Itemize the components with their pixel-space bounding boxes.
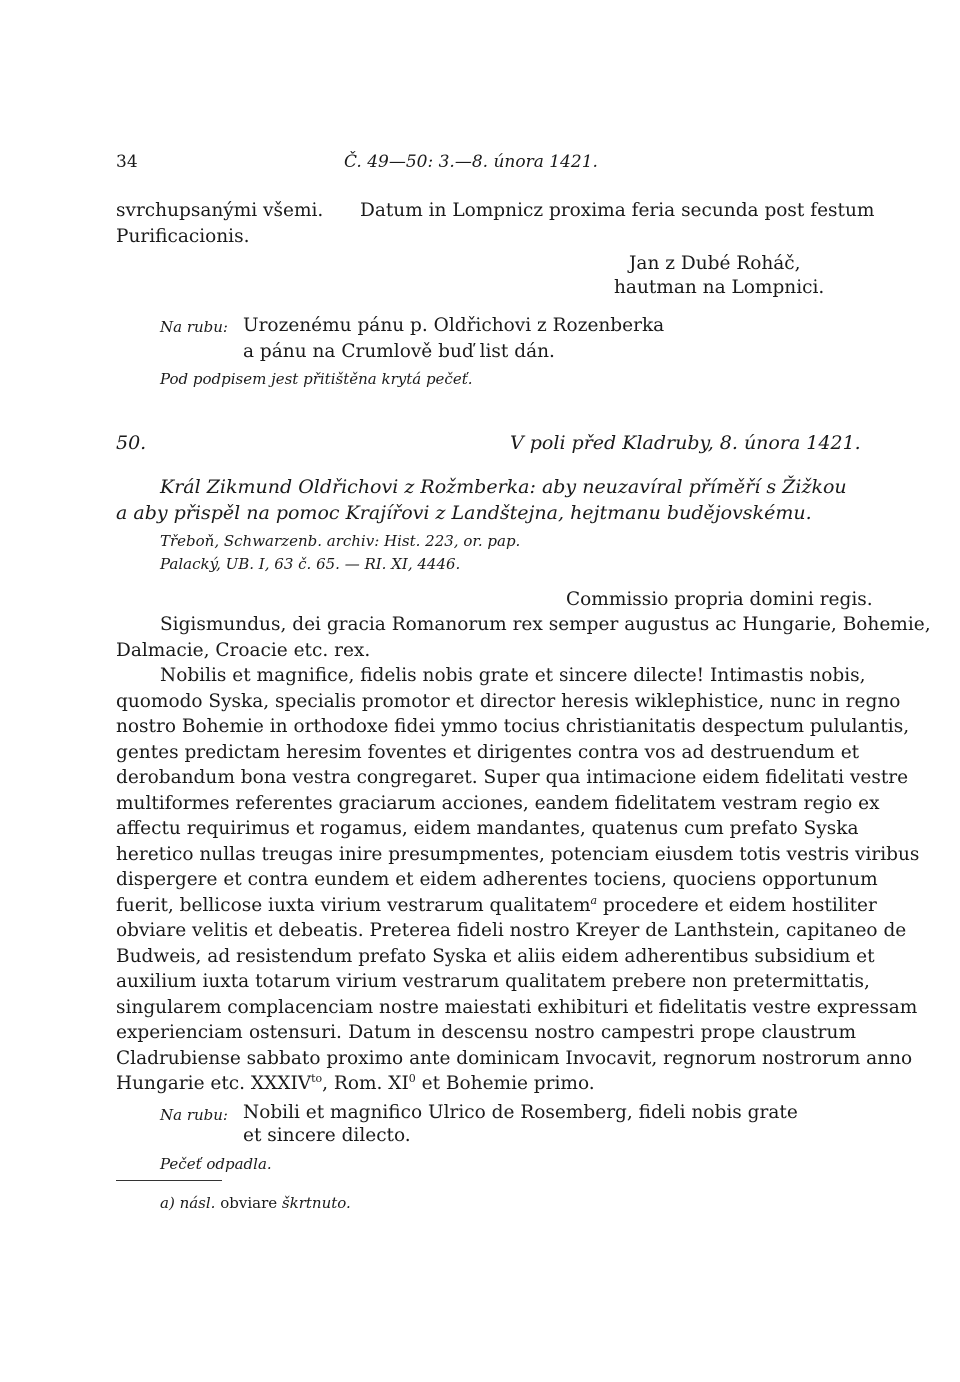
prev-doc-line2: Purificacionis. [116,226,250,247]
regest-line2: a aby přispěl na pomoc Krajířovi z Landštejna, hejtmanu budějovskému. [116,502,812,524]
text-line: obviare velitis et debeatis. Preterea fideli nostro Kreyer de Lanthstein, capitaneo de [116,920,907,941]
prev-doc-line1-right: Datum in Lompnicz proxima feria secunda post festum [360,200,875,221]
text-line: heretico nullas treugas inire presumpmentes, potenciam eiusdem totis vestris viribus [116,843,920,865]
text-line: experienciam ostensuri. Datum in descensu nostro campestri prope claustrum [116,1022,856,1043]
footnote-end: škrtnuto. [281,1194,351,1212]
text-line: singularem complacenciam nostre maiestati exhibituri et fidelitatis vestre expressam [116,996,918,1018]
address-line1: Nobili et magnifico Ulrico de Rosemberg, fideli nobis grate [243,1102,798,1123]
seal-note: Pod podpisem jest přitištěna krytá pečeť. [160,370,473,388]
text-line [116,893,877,919]
text-segment: Hungarie etc. XXXIV [116,1073,312,1094]
text-line: Dalmacie, Croacie etc. rex. [116,639,371,661]
source-line1: Třeboň, Schwarzenb. archiv: Hist. 223, or. pap. [160,532,521,550]
text-line: multiformes referentes graciarum acciones, eandem fidelitatem vestram regio ex [116,792,880,814]
footnote [160,1194,351,1212]
text-line: Sigismundus, dei gracia Romanorum rex semper augustus ac Hungarie, Bohemie, [160,614,931,635]
address-label: Na rubu: [160,1106,228,1124]
prev-doc-line1-left: svrchupsanými všemi. [116,200,324,221]
place-date: V poli před Kladruby, 8. února 1421. [510,432,861,454]
text-line: Nobilis et magnifice, fidelis nobis grate et sincere dilecte! Intimastis nobis, [160,665,866,686]
text-line [116,1071,856,1097]
document-body [116,612,931,1097]
address-line2: a pánu na Crumlově buď list dán. [243,341,555,362]
signature-line2: hautman na Lompnici. [614,277,825,298]
page-number: 34 [116,152,138,172]
footnote-abbrev: násl. [179,1194,216,1212]
address-line2: et sincere dilecto. [243,1125,411,1146]
text-line: gentes predictam heresim foventes et dirigentes contra vos ad destruendum et [116,741,860,763]
superscript: to [311,1071,323,1085]
superscript: 0 [408,1071,416,1085]
text-line: quomodo Syska, specialis promotor et director heresis wiklephistice, nunc in regno [116,690,901,712]
footnote-label: a) [160,1194,175,1212]
running-head: Č. 49—50: 3.—8. února 1421. [344,152,598,172]
footnote-marker: a [590,893,598,907]
address-line1: Urozenému pánu p. Oldřichovi z Rozenberka [243,315,665,336]
regest-line1: Král Zikmund Oldřichovi z Rožmberka: aby neuzavíral příměří s Žižkou [160,476,847,498]
address-label: Na rubu: [160,318,228,336]
signature-line1: Jan z Dubé Roháč, [629,253,801,274]
text-segment: , Rom. XI [322,1073,409,1094]
source-line2: Palacký, UB. I, 63 č. 65. — RI. XI, 4446. [160,555,461,573]
text-line: Cladrubiense sabbato proximo ante dominicam Invocavit, regnorum nostrorum anno [116,1047,913,1069]
text-line: dispergere et contra eundem et eidem adherentes tociens, quociens opportunum [116,869,878,890]
text-line: derobandum bona vestra congregaret. Super qua intimacione eidem fidelitati vestre [116,767,909,788]
text-segment: procedere et eidem hostiliter [597,894,877,916]
document-number: 50. [116,432,147,454]
commissio: Commissio propria domini regis. [566,589,873,610]
text-line: nostro Bohemie in orthodoxe fidei ymmo tocius christianitatis despectum pululantis, [116,716,910,737]
footnote-separator [116,1180,222,1181]
text-segment: fuerit, bellicose iuxta virium vestrarum qualitatem [116,894,591,916]
text-line: auxilium iuxta totarum virium vestrarum qualitatem prebere non pretermittatis, [116,971,870,992]
text-line: Budweis, ad resistendum prefato Syska et aliis eidem adherentibus subsidium et [116,945,875,967]
text-segment: et Bohemie primo. [415,1073,595,1094]
seal-note: Pečeť odpadla. [160,1155,272,1173]
text-line: affectu requirimus et rogamus, eidem mandantes, quatenus cum prefato Syska [116,818,859,839]
footnote-word: obviare [220,1194,278,1212]
